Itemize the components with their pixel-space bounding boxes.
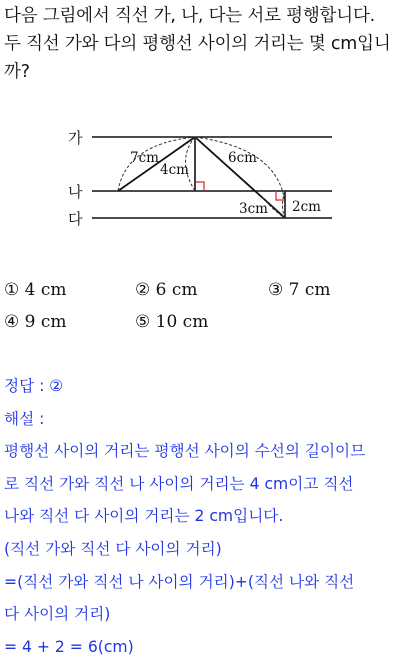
parallel-lines-figure [0, 120, 400, 230]
answer-line: 정답 : ② [4, 377, 64, 395]
solution-line: = 4 + 2 = 6(cm) [4, 637, 134, 656]
label-line-da: 다 [68, 210, 83, 228]
label-4cm: 4cm [160, 162, 189, 178]
solution-line: 다 사이의 거리) [4, 605, 111, 624]
solution-line: 로 직선 가와 직선 나 사이의 거리는 4 cm이고 직선 [4, 474, 354, 493]
solution-line: (직선 가와 직선 다 사이의 거리) [4, 539, 222, 558]
label-2cm: 2cm [292, 199, 321, 215]
label-line-ga: 가 [68, 129, 83, 147]
label-3cm: 3cm [239, 201, 268, 217]
right-angle-marker [276, 191, 285, 200]
answer-choices [0, 276, 400, 340]
question-text: 다음 그림에서 직선 가, 나, 다는 서로 평행합니다. 두 직선 가와 다의 평행선 사이의 거리는 몇 cm입니 까? [4, 6, 391, 82]
right-angle-marker [195, 182, 204, 191]
label-7cm: 7cm [130, 150, 159, 166]
choice-2[interactable]: ② 6 cm [135, 280, 198, 300]
solution-heading: 해설 : [4, 409, 45, 428]
solution-line: =(직선 가와 직선 나 사이의 거리)+(직선 나와 직선 [4, 572, 355, 591]
choice-5[interactable]: ⑤ 10 cm [135, 312, 209, 332]
solution-line: 평행선 사이의 거리는 평행선 사이의 수선의 길이이므 [4, 442, 366, 461]
solution [4, 370, 398, 663]
label-6cm: 6cm [228, 150, 257, 166]
choice-1[interactable]: ① 4 cm [4, 280, 67, 300]
choice-3[interactable]: ③ 7 cm [268, 280, 331, 300]
solution-line: 나와 직선 다 사이의 거리는 2 cm입니다. [4, 507, 284, 526]
label-line-na: 나 [68, 183, 83, 201]
choice-4[interactable]: ④ 9 cm [4, 312, 67, 332]
